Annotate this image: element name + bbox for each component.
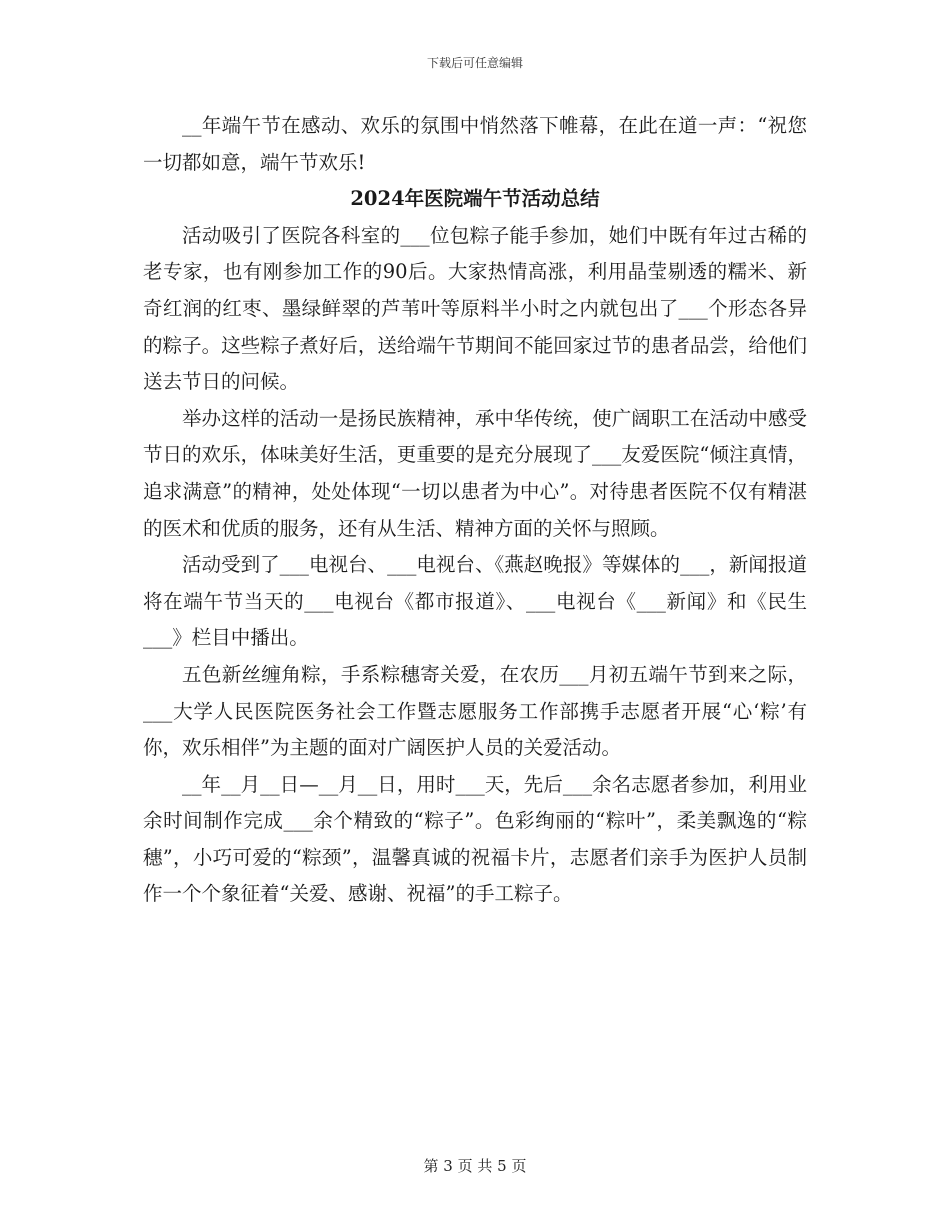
paragraph-volunteer-details: __年__月__日—__月__日，用时___天，先后___余名志愿者参加，利用业余时间制作完成___余个精致的“粽子”。色彩绚丽的“粽叶”，柔美飘逸的“粽穗”，小巧可爱的“粽颈”，温馨真诚的祝福卡片，志愿者们亲手为医护人员制作一个个象征着“关爱、感谢、祝福”的手工粽子。 [143,772,807,906]
paragraph-activity-purpose: 举办这样的活动一是扬民族精神，承中华传统，使广阔职工在活动中感受节日的欢乐，体味美好生活，更重要的是充分展现了___友爱医院“倾注真情，追求满意”的精神，处处体现“一切以患者为中心”。对待患者医院不仅有精湛的医术和优质的服务，还有从生活、精神方面的关怀与照顾。 [143,406,807,540]
paragraph-volunteer-event: 五色新丝缠角粽，手系粽穗寄关爱，在农历___月初五端午节到来之际，___大学人民医院医务社会工作暨志愿服务工作部携手志愿者开展“心‘粽’有你，欢乐相伴”为主题的面对广阔医护人员的关爱活动。 [143,662,807,760]
document-body [143,108,807,913]
paragraph-activity-participants: 活动吸引了医院各科室的___位包粽子能手参加，她们中既有年过古稀的老专家，也有刚参加工作的90后。大家热情高涨，利用晶莹剔透的糯米、新奇红润的红枣、墨绿鲜翠的芦苇叶等原料半小时之内就包出了___个形态各异的粽子。这些粽子煮好后，送给端午节期间不能回家过节的患者品尝，给他们送去节日的问候。 [143,223,807,394]
paragraph-closing-greeting: __年端午节在感动、欢乐的氛围中悄然落下帷幕，在此在道一声：“祝您一切都如意，端午节欢乐! [143,114,807,174]
page-header-note: 下载后可任意编辑 [426,56,523,70]
section-title: 2024年医院端午节活动总结 [350,187,600,211]
paragraph-media-coverage: 活动受到了___电视台、___电视台、《燕赵晚报》等媒体的___，新闻报道将在端午节当天的___电视台《都市报道》、___电视台《___新闻》和《民生___》栏目中播出。 [143,553,807,650]
page-number: 第 3 页 共 5 页 [423,1157,527,1175]
